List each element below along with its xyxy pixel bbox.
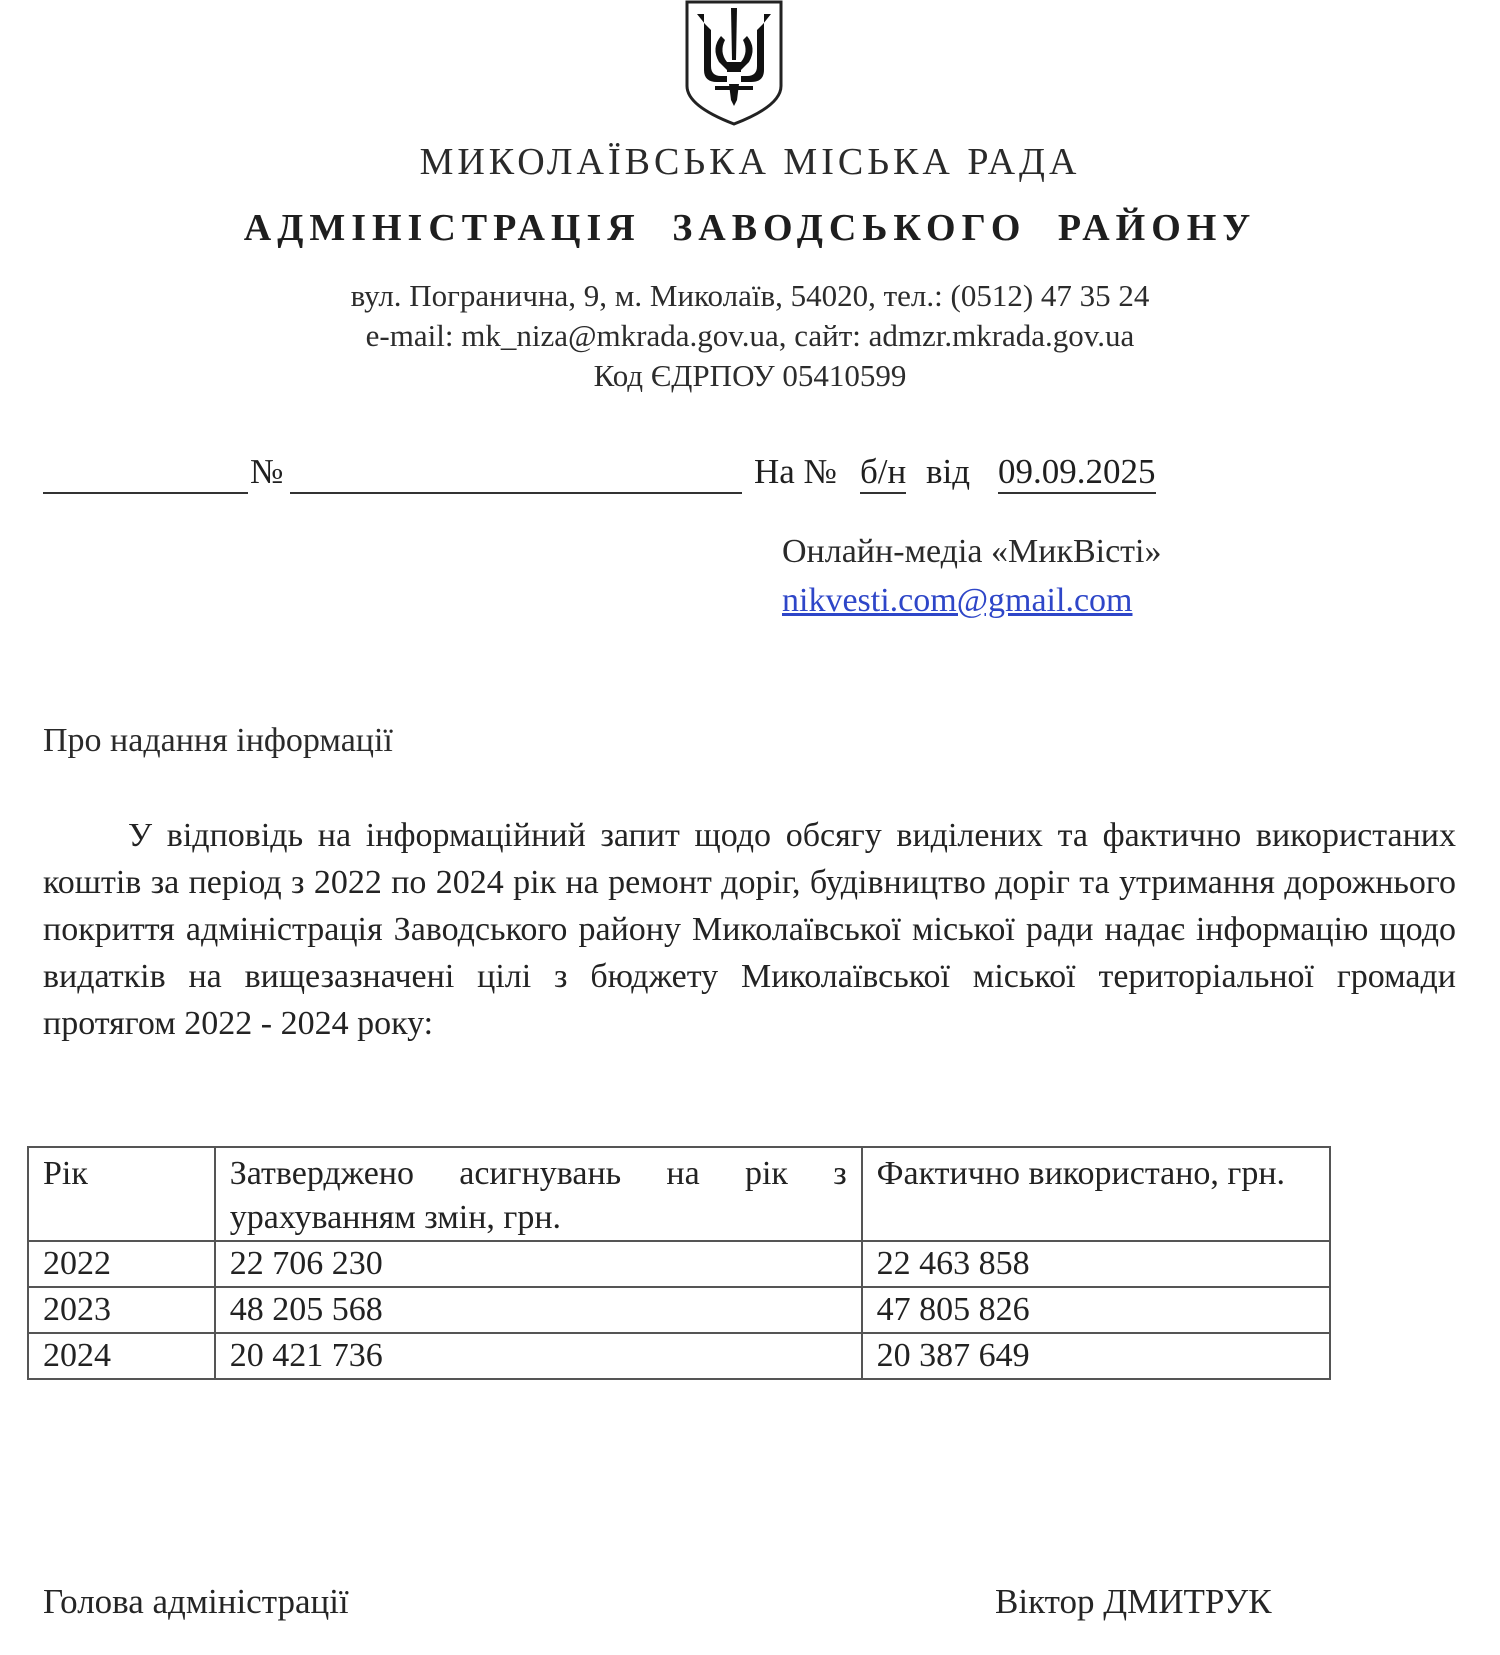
cell-approved: 20 421 736	[215, 1333, 862, 1379]
cell-year: 2024	[28, 1333, 215, 1379]
cell-approved: 48 205 568	[215, 1287, 862, 1333]
outgoing-number-blank	[290, 460, 742, 494]
cell-actual: 22 463 858	[862, 1241, 1330, 1287]
table-row	[28, 1333, 1330, 1379]
reply-date-prefix: від	[926, 452, 971, 491]
council-name: МИКОЛАЇВСЬКА МІСЬКА РАДА	[419, 141, 1081, 183]
cell-actual: 47 805 826	[862, 1287, 1330, 1333]
coat-of-arms-icon	[681, 0, 787, 126]
administration-name: АДМІНІСТРАЦІЯ ЗАВОДСЬКОГО РАЙОНУ	[243, 207, 1257, 249]
header-approved: Затверджено асигнувань на рік з урахуванням змін, грн.	[215, 1147, 862, 1241]
signatory-title: Голова адміністрації	[43, 1582, 349, 1621]
cell-year: 2022	[28, 1241, 215, 1287]
cell-year: 2023	[28, 1287, 215, 1333]
header-actual: Фактично використано, грн.	[862, 1147, 1330, 1241]
header-year: Рік	[28, 1147, 215, 1241]
cell-actual: 20 387 649	[862, 1333, 1330, 1379]
expenditure-table	[27, 1146, 1331, 1380]
table-header-row	[28, 1147, 1330, 1241]
letter-body: У відповідь на інформаційний запит щодо обсягу виділених та фактично використаних коштів за період з 2022 по 2024 рік на ремонт доріг, будівництво доріг та утримання дорожнього покриття адміністрація Заводського району Миколаївської міської ради надає інформацію щодо видатків на вищезазначені цілі з бюджету Миколаївської міської територіальної громади протягом 2022 - 2024 року:	[43, 817, 1456, 1042]
reply-date: 09.09.2025	[998, 452, 1156, 494]
contact-line: e-mail: mk_niza@mkrada.gov.ua, сайт: admzr.mkrada.gov.ua	[365, 318, 1135, 353]
edrpou-line: Код ЄДРПОУ 05410599	[593, 358, 907, 393]
table-row	[28, 1241, 1330, 1287]
table-row	[28, 1287, 1330, 1333]
reply-number: б/н	[860, 452, 906, 494]
reply-prefix: На №	[754, 452, 837, 491]
recipient-name: Онлайн-медіа «МикВісті»	[782, 533, 1162, 570]
number-sign: №	[250, 452, 284, 491]
letter-subject: Про надання інформації	[43, 722, 393, 759]
outgoing-date-blank	[43, 460, 248, 494]
signatory-name: Віктор ДМИТРУК	[995, 1582, 1272, 1621]
cell-approved: 22 706 230	[215, 1241, 862, 1287]
recipient-email-link[interactable]: nikvesti.com@gmail.com	[782, 582, 1133, 619]
address-line: вул. Погранична, 9, м. Миколаїв, 54020, тел.: (0512) 47 35 24	[350, 278, 1150, 313]
